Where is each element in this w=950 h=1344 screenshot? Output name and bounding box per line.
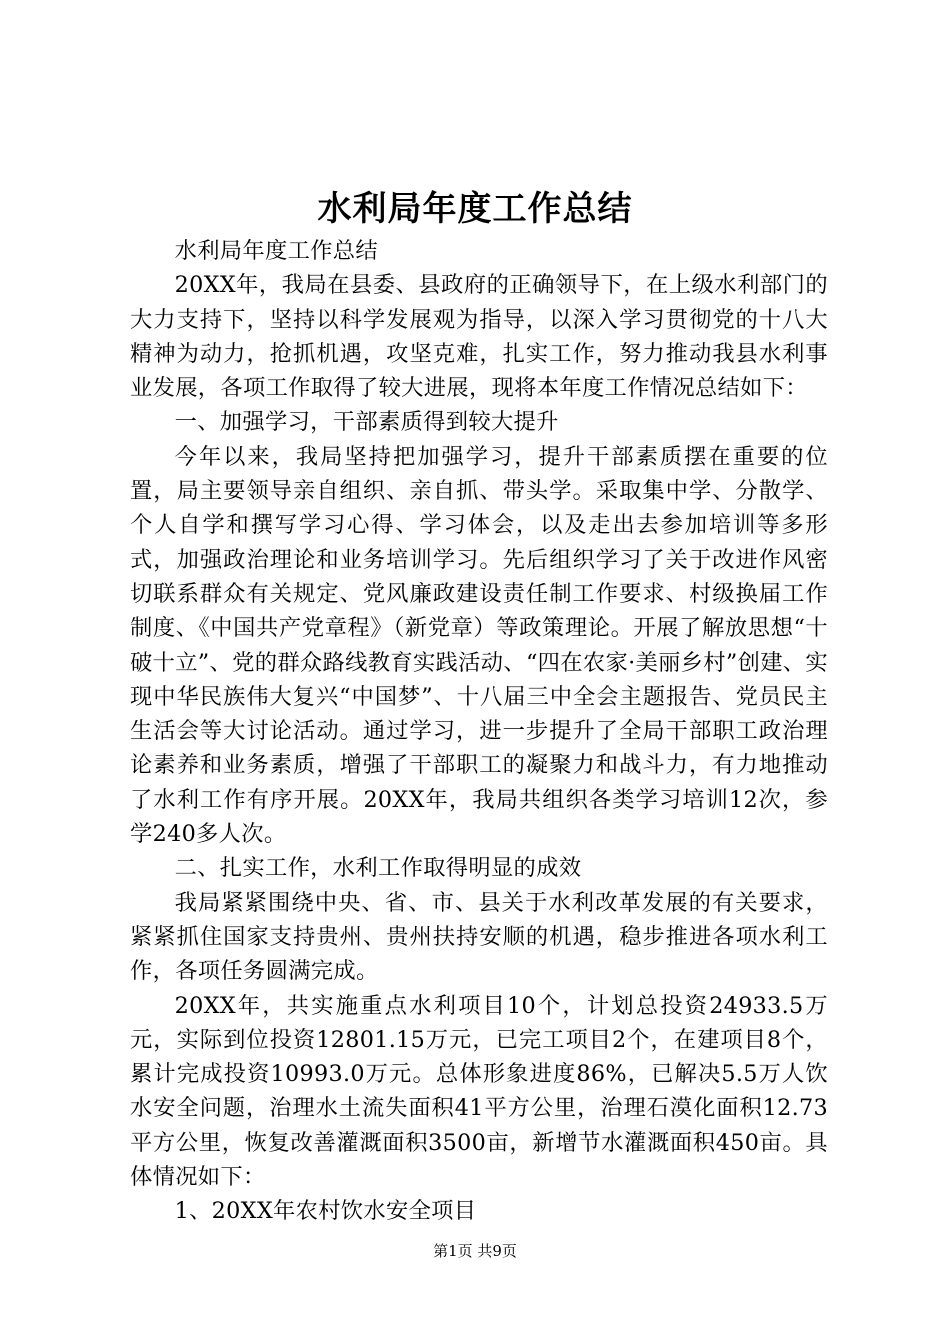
- section-heading-1: 一、加强学习，干部素质得到较大提升: [174, 409, 559, 436]
- paragraph-subtitle: 水利局年度工作总结: [174, 238, 378, 264]
- paragraph-work: 我局紧紧围绕中央、省、市、县关于水利改革发展的有关要求，紧紧抓住国家支持贵州、贵州扶持安顺的机遇，稳步推进各项水利工作，各项任务圆满完成。: [130, 889, 828, 985]
- subsection-heading-1: 1、20XX年农村饮水安全项目: [174, 1198, 477, 1225]
- document-title: 水利局年度工作总结: [317, 189, 633, 229]
- paragraph-projects: 20XX年，共实施重点水利项目10个，计划总投资24933.5万元，实际到位投资12801.15万元，已完工项目2个，在建项目8个，累计完成投资10993.0万元。总体形象进度86%，已解决5.5万人饮水安全问题，治理水土流失面积41平方公里，治理石漠化面积12.73平方公里，恢复改善灌溉面积3500亩，新增节水灌溉面积450亩。具体情况如下：: [130, 992, 828, 1191]
- document-body: [130, 234, 828, 1229]
- page-footer: 第1页 共9页: [433, 1242, 517, 1260]
- paragraph-study: 今年以来，我局坚持把加强学习，提升干部素质摆在重要的位置，局主要领导亲自组织、亲自抓、带头学。采取集中学、分散学、个人自学和撰写学习心得、学习体会，以及走出去参加培训等多形式，加强政治理论和业务培训学习。先后组织学习了关于改进作风密切联系群众有关规定、党风廉政建设责任制工作要求、村级换届工作制度、《中国共产党章程》（新党章）等政策理论。开展了解放思想“十破十立”、党的群众路线教育实践活动、“四在农家·美丽乡村”创建、实现中华民族伟大复兴“中国梦”、十八届三中全会主题报告、党员民主生活会等大讨论活动。通过学习，进一步提升了全局干部职工政治理论素养和业务素质，增强了干部职工的凝聚力和战斗力，有力地推动了水利工作有序开展。20XX年，我局共组织各类学习培训12次，参学240多人次。: [130, 443, 828, 848]
- paragraph-intro: 20XX年，我局在县委、县政府的正确领导下，在上级水利部门的大力支持下，坚持以科学发展观为指导，以深入学习贯彻党的十八大精神为动力，抢抓机遇，攻坚克难，扎实工作，努力推动我县水利事业发展，各项工作取得了较大进展，现将本年度工作情况总结如下：: [130, 272, 828, 402]
- section-heading-2: 二、扎实工作，水利工作取得明显的成效: [174, 855, 582, 882]
